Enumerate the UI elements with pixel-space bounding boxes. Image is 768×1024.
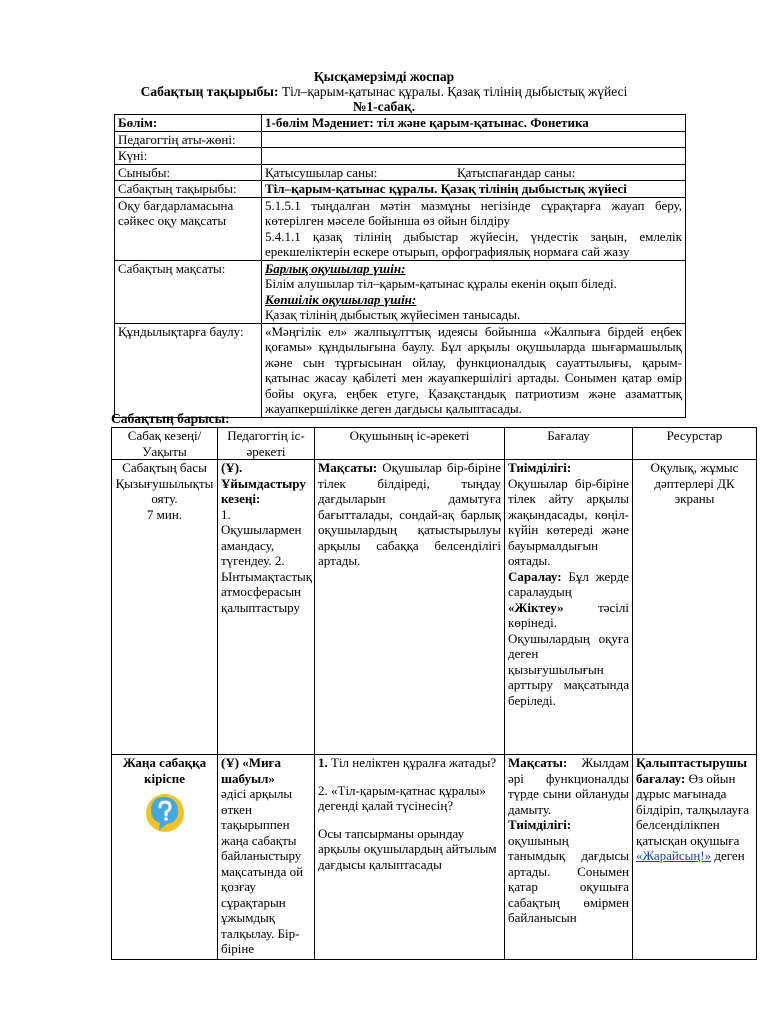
teacher-method-text: әдісі арқылы өткен тақырыппен жаңа сабақты байланыстыру мақсатында ой қозғау сұрақтарын ұжымдық талқылау. Бір-біріне xyxy=(221,786,304,956)
participants-count: Қатысушылар саны: xyxy=(265,164,378,180)
values-text: «Мәңгілік ел» жалпыұлттық идеясы бойынша «Жалпыға бірдей еңбек қоғамы» құндылығына баулу. Бұл арқылы оқушыларда шығармашылық және сын тұрғысынан ойлау, функционалдық сауаттылығы, қарым-қатынас жасау қабілеті мен жауапкершілігі артады. Сонымен қатар өмір бойы оқуға, еңбек етуге, Қазақстандық патриотизм және азаматтық жауапкершілікке деген дағдысы қалыптасады. xyxy=(262,323,686,417)
student-activity-cell xyxy=(315,755,505,960)
resources-cell: Оқулық, жұмыс дәптерлері ДК экраны xyxy=(633,460,757,755)
evaluation-effect-text: Оқушылар бір-біріне тілек айту арқылы жақындасады, көңіл-күйін көтереді және бауырмалдығын оятады. xyxy=(508,475,629,568)
participants-cell xyxy=(262,164,686,181)
header-resources: Ресурстар xyxy=(633,428,757,460)
goal-all-text: Білім алушылар тіл–қарым-қатынас құралы екенін оқып біледі. xyxy=(265,276,617,291)
evaluation-cell xyxy=(505,460,633,755)
question-2: 2. «Тіл-қарым-қатнас құралы» дегенді қалай түсінесің? xyxy=(318,782,486,813)
table-row xyxy=(115,323,686,417)
lesson-info-table xyxy=(114,114,686,418)
teacher-value xyxy=(262,131,686,148)
evaluation-goal-label: Мақсаты: xyxy=(508,755,568,770)
evaluation-effect-label: Тиімділігі: xyxy=(508,817,572,832)
objective-2: 5.4.1.1 қазақ тілінің дыбыстар жүйесін, үндестік заңын, емлелік ерекшеліктерін ескере отырып, орфографиялық нормаға сай жазу xyxy=(265,228,682,259)
evaluation-effect: Тиімділігі: оқушының танымдық дағдысы артады. Сонымен қатар оқушыға сабақтың өмірмен байланысын xyxy=(508,817,629,925)
class-label: Сыныбы: xyxy=(115,164,262,181)
teacher-activity-cell xyxy=(218,755,315,960)
student-goal-text: Оқушылар бір-біріне тілек білдіреді, тыңдау дағдыларын дамытуға бағытталады, сондай-ақ барлық оқушылардың қатыстырылуы арқылы сабаққа белсенділігі артады. xyxy=(318,460,501,568)
teacher-method-title: (Ұ) «Миға шабуыл» xyxy=(221,755,281,786)
evaluation-effect-label: Тиімділігі: xyxy=(508,460,572,475)
stage-cell xyxy=(112,755,218,960)
header-student: Оқушының іс-әрекеті xyxy=(315,428,505,460)
header-teacher: Педагогтің іс-әрекеті xyxy=(218,428,315,460)
date-value xyxy=(262,148,686,165)
task-text: Осы тапсырманы орындау арқылы оқушылардың айтылым дағдысы қалыптасады xyxy=(318,825,497,872)
table-row xyxy=(115,115,686,132)
values-label: Құндылықтарға баулу: xyxy=(115,323,262,417)
lesson-progress-title: Сабақтың барысы: xyxy=(111,411,230,426)
table-row xyxy=(112,460,757,755)
goal-most-text: Қазақ тілінің дыбыстық жүйесімен танысады. xyxy=(265,307,521,322)
table-row xyxy=(115,197,686,260)
teacher-activity-title: (Ұ). Ұйымдастыру кезеңі: xyxy=(221,460,306,506)
evaluation-cell xyxy=(505,755,633,960)
differentiation-label: Саралау: xyxy=(508,568,562,584)
teacher-label: Педагогтің аты-жөні: xyxy=(115,131,262,148)
lesson-progress-table xyxy=(111,427,757,960)
teacher-activity-text: 1. Оқушылармен амандасу, түгендеу. 2. Ынтымақтастық атмосферасын қалыптастыру xyxy=(221,506,313,615)
formative-assessment-label: Қалыптастырушы бағалау: xyxy=(636,755,748,786)
teacher-activity-cell xyxy=(218,460,315,755)
header-evaluation: Бағалау xyxy=(505,428,633,460)
table-header-row xyxy=(112,428,757,460)
table-row xyxy=(115,164,686,181)
topic-label: Сабақтың тақырыбы: xyxy=(115,181,262,198)
objectives-cell xyxy=(262,197,686,260)
praise-link[interactable]: «Жарайсың!» xyxy=(636,848,712,863)
table-row xyxy=(115,131,686,148)
question-bubble-icon xyxy=(143,792,187,836)
lesson-topic-line: Сабақтың тақырыбы: Тіл–қарым-қатынас құралы. Қазақ тілінің дыбыстық жүйесі xyxy=(140,84,628,99)
page-title: Қысқамерзімді жоспар xyxy=(313,69,455,84)
stage-time: 7 мин. xyxy=(146,506,183,522)
objective-1: 5.1.5.1 тыңдалған мәтін мазмұны негізінде сұрақтарға жауап беру, көтерілген мәселе бойынша өз ойын білдіру xyxy=(265,197,682,228)
evaluation-effect xyxy=(508,460,629,569)
evaluation-goal: Мақсаты: Жылдам әрі функционалды түрде сыни ойлануды дамыту. xyxy=(508,755,629,817)
section-label: Бөлім: xyxy=(115,115,262,132)
lesson-number: №1-сабақ. xyxy=(352,99,416,114)
topic-value: Тіл–қарым-қатынас құралы. Қазақ тілінің дыбыстық жүйесі xyxy=(262,181,686,198)
student-goal-label: Мақсаты: xyxy=(318,460,378,475)
header-stage: Сабақ кезеңі/Уақыты xyxy=(112,428,218,460)
table-row xyxy=(115,260,686,323)
stage-name: Сабақтың басы Қызығушылықты ояту. xyxy=(115,460,214,506)
table-row xyxy=(112,755,757,960)
student-activity-cell xyxy=(315,460,505,755)
goal-all-label: Барлық оқушылар үшін: xyxy=(265,260,406,276)
stage-name: Жаңа сабаққа кіріспе xyxy=(122,755,207,786)
question-1: 1. Тіл неліктен құралға жатады? xyxy=(318,755,497,770)
table-row xyxy=(115,148,686,165)
absent-count: Қатыспағандар саны: xyxy=(457,164,576,180)
goal-label: Сабақтың мақсаты: xyxy=(115,260,262,323)
goal-cell xyxy=(262,260,686,323)
stage-cell xyxy=(112,460,218,755)
table-row xyxy=(115,181,686,198)
method-name: «Жіктеу» xyxy=(508,599,564,615)
date-label: Күні: xyxy=(115,148,262,165)
evaluation-differentiation: Саралау: Бұл жерде саралаудың «Жіктеу» тәсілі көрінеді. Оқушылардың оқуға деген қызығушылығын арттыру мақсатында беріледі. xyxy=(508,568,629,708)
resources-cell: Қалыптастырушы бағалау: Өз ойын дұрыс мағынада білдіріп, талқылауға белсенділікпен қатысқан оқушыға «Жарайсың!» деген xyxy=(633,755,757,960)
objectives-label: Оқу бағдарламасына сәйкес оқу мақсаты xyxy=(115,197,262,260)
goal-most-label: Көпшілік оқушылар үшін: xyxy=(265,291,417,307)
section-value: 1-бөлім Мәдениет: тіл және қарым-қатынас. Фонетика xyxy=(262,115,686,132)
